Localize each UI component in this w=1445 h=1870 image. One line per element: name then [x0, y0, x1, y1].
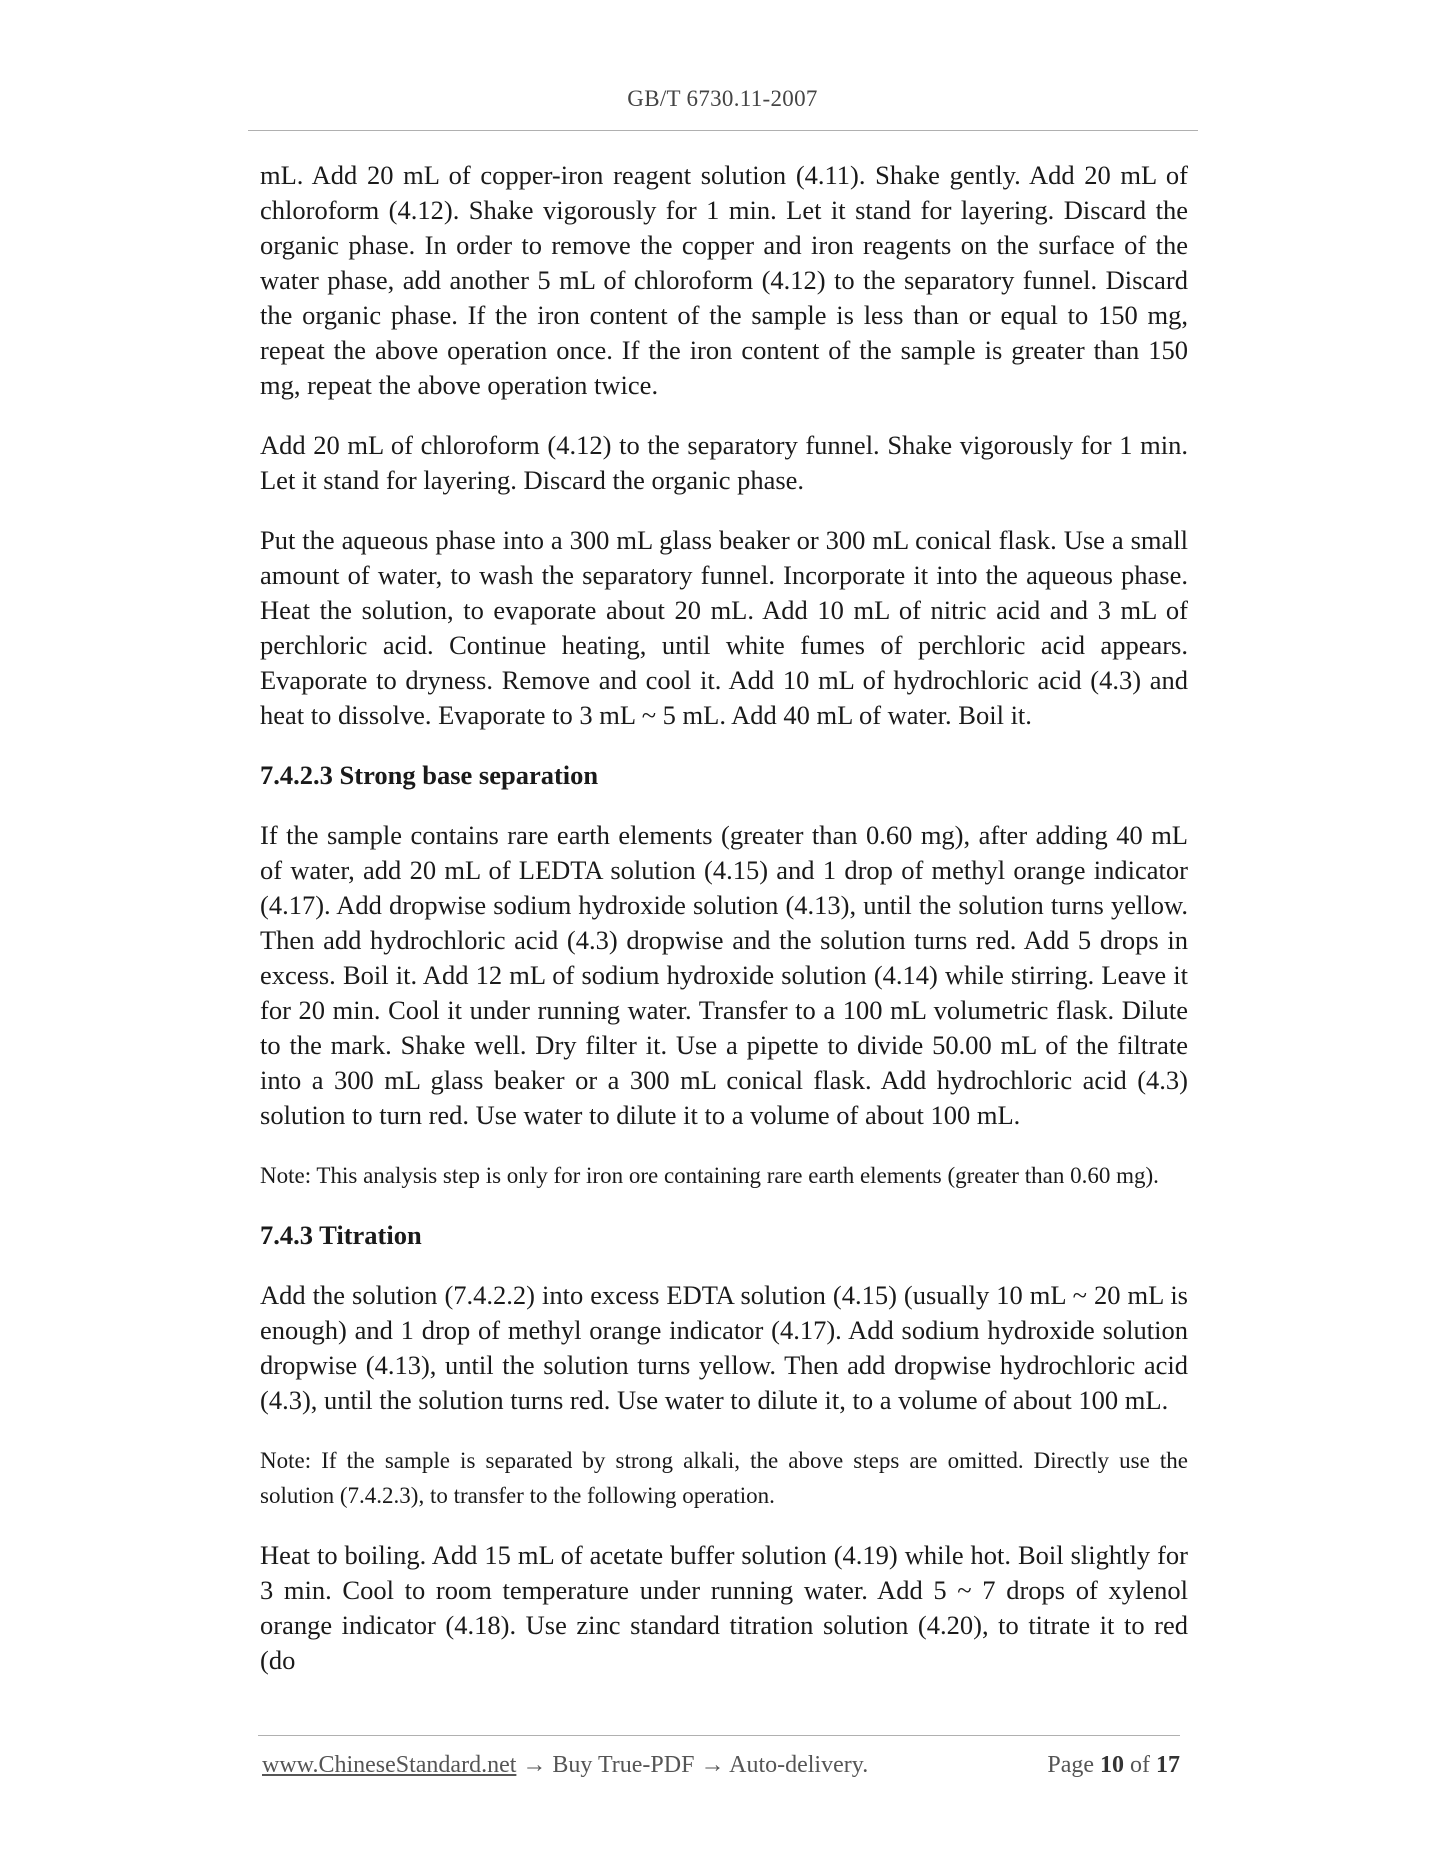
footer-promo-text: → Buy True-PDF → Auto-delivery. [516, 1752, 869, 1778]
running-header [0, 86, 1445, 112]
paragraph-copper-iron-reagent: mL. Add 20 mL of copper-iron reagent solution (4.11). Shake gently. Add 20 mL of chloroform (4.12). Shake vigorously for 1 min. Let it stand for layering. Discard the organic phase. In order to remove the copper and iron reagents on the surface of the water phase, add another 5 mL of chloroform (4.12) to the separatory funnel. Discard the organic phase. If the iron content of the sample is less than or equal to 150 mg, repeat the above operation once. If the iron content of the sample is greater than 150 mg, repeat the above operation twice. [260, 160, 1188, 400]
page-of-label: of [1130, 1752, 1150, 1778]
note-rare-earth: Note: This analysis step is only for iron ore containing rare earth elements (greater than 0.60 mg). [260, 1163, 1159, 1188]
paragraph-chloroform-wash: Add 20 mL of chloroform (4.12) to the separatory funnel. Shake vigorously for 1 min. Let it stand for layering. Discard the organic phase. [260, 430, 1188, 495]
page-label: Page [1047, 1752, 1094, 1778]
note-strong-alkali: Note: If the sample is separated by strong alkali, the above steps are omitted. Directly use the solution (7.4.2.3), to transfer to the following operation. [260, 1448, 1188, 1508]
standard-code: GB/T 6730.11-2007 [627, 86, 818, 111]
page-footer [262, 1752, 1180, 1784]
paragraph-strong-base-separation: If the sample contains rare earth elements (greater than 0.60 mg), after adding 40 mL of water, add 20 mL of LEDTA solution (4.15) and 1 drop of methyl orange indicator (4.17). Add dropwise sodium hydroxide solution (4.13), until the solution turns yellow. Then add hydrochloric acid (4.3) dropwise and the solution turns red. Add 5 drops in excess. Boil it. Add 12 mL of sodium hydroxide solution (4.14) while stirring. Leave it for 20 min. Cool it under running water. Transfer to a 100 mL volumetric flask. Dilute to the mark. Shake well. Dry filter it. Use a pipette to divide 50.00 mL of the filtrate into a 300 mL glass beaker or a 300 mL conical flask. Add hydrochloric acid (4.3) solution to turn red. Use water to dilute it to a volume of about 100 mL. [260, 820, 1188, 1130]
footer-promo [262, 1752, 868, 1779]
page-body [260, 158, 1188, 1703]
section-heading-strong-base: 7.4.2.3 Strong base separation [260, 760, 599, 790]
page-current: 10 [1100, 1752, 1124, 1778]
website-link[interactable]: www.ChineseStandard.net [262, 1752, 517, 1778]
footer-divider [258, 1735, 1180, 1736]
paragraph-aqueous-phase: Put the aqueous phase into a 300 mL glass beaker or 300 mL conical flask. Use a small amount of water, to wash the separatory funnel. Incorporate it into the aqueous phase. Heat the solution, to evaporate about 20 mL. Add 10 mL of nitric acid and 3 mL of perchloric acid. Continue heating, until white fumes of perchloric acid appears. Evaporate to dryness. Remove and cool it. Add 10 mL of hydrochloric acid (4.3) and heat to dissolve. Evaporate to 3 mL ~ 5 mL. Add 40 mL of water. Boil it. [260, 525, 1188, 730]
paragraph-titration-setup: Add the solution (7.4.2.2) into excess EDTA solution (4.15) (usually 10 mL ~ 20 mL is enough) and 1 drop of methyl orange indicator (4.17). Add sodium hydroxide solution dropwise (4.13), until the solution turns yellow. Then add dropwise hydrochloric acid (4.3), until the solution turns red. Use water to dilute it, to a volume of about 100 mL. [260, 1280, 1188, 1415]
page-total: 17 [1156, 1752, 1180, 1778]
paragraph-heat-boiling: Heat to boiling. Add 15 mL of acetate buffer solution (4.19) while hot. Boil slightly for 3 min. Cool to room temperature under running water. Add 5 ~ 7 drops of xylenol orange indicator (4.18). Use zinc standard titration solution (4.20), to titrate it to red (do [260, 1540, 1188, 1675]
page-indicator [1047, 1752, 1180, 1779]
section-heading-titration: 7.4.3 Titration [260, 1220, 422, 1250]
header-divider [248, 130, 1198, 131]
